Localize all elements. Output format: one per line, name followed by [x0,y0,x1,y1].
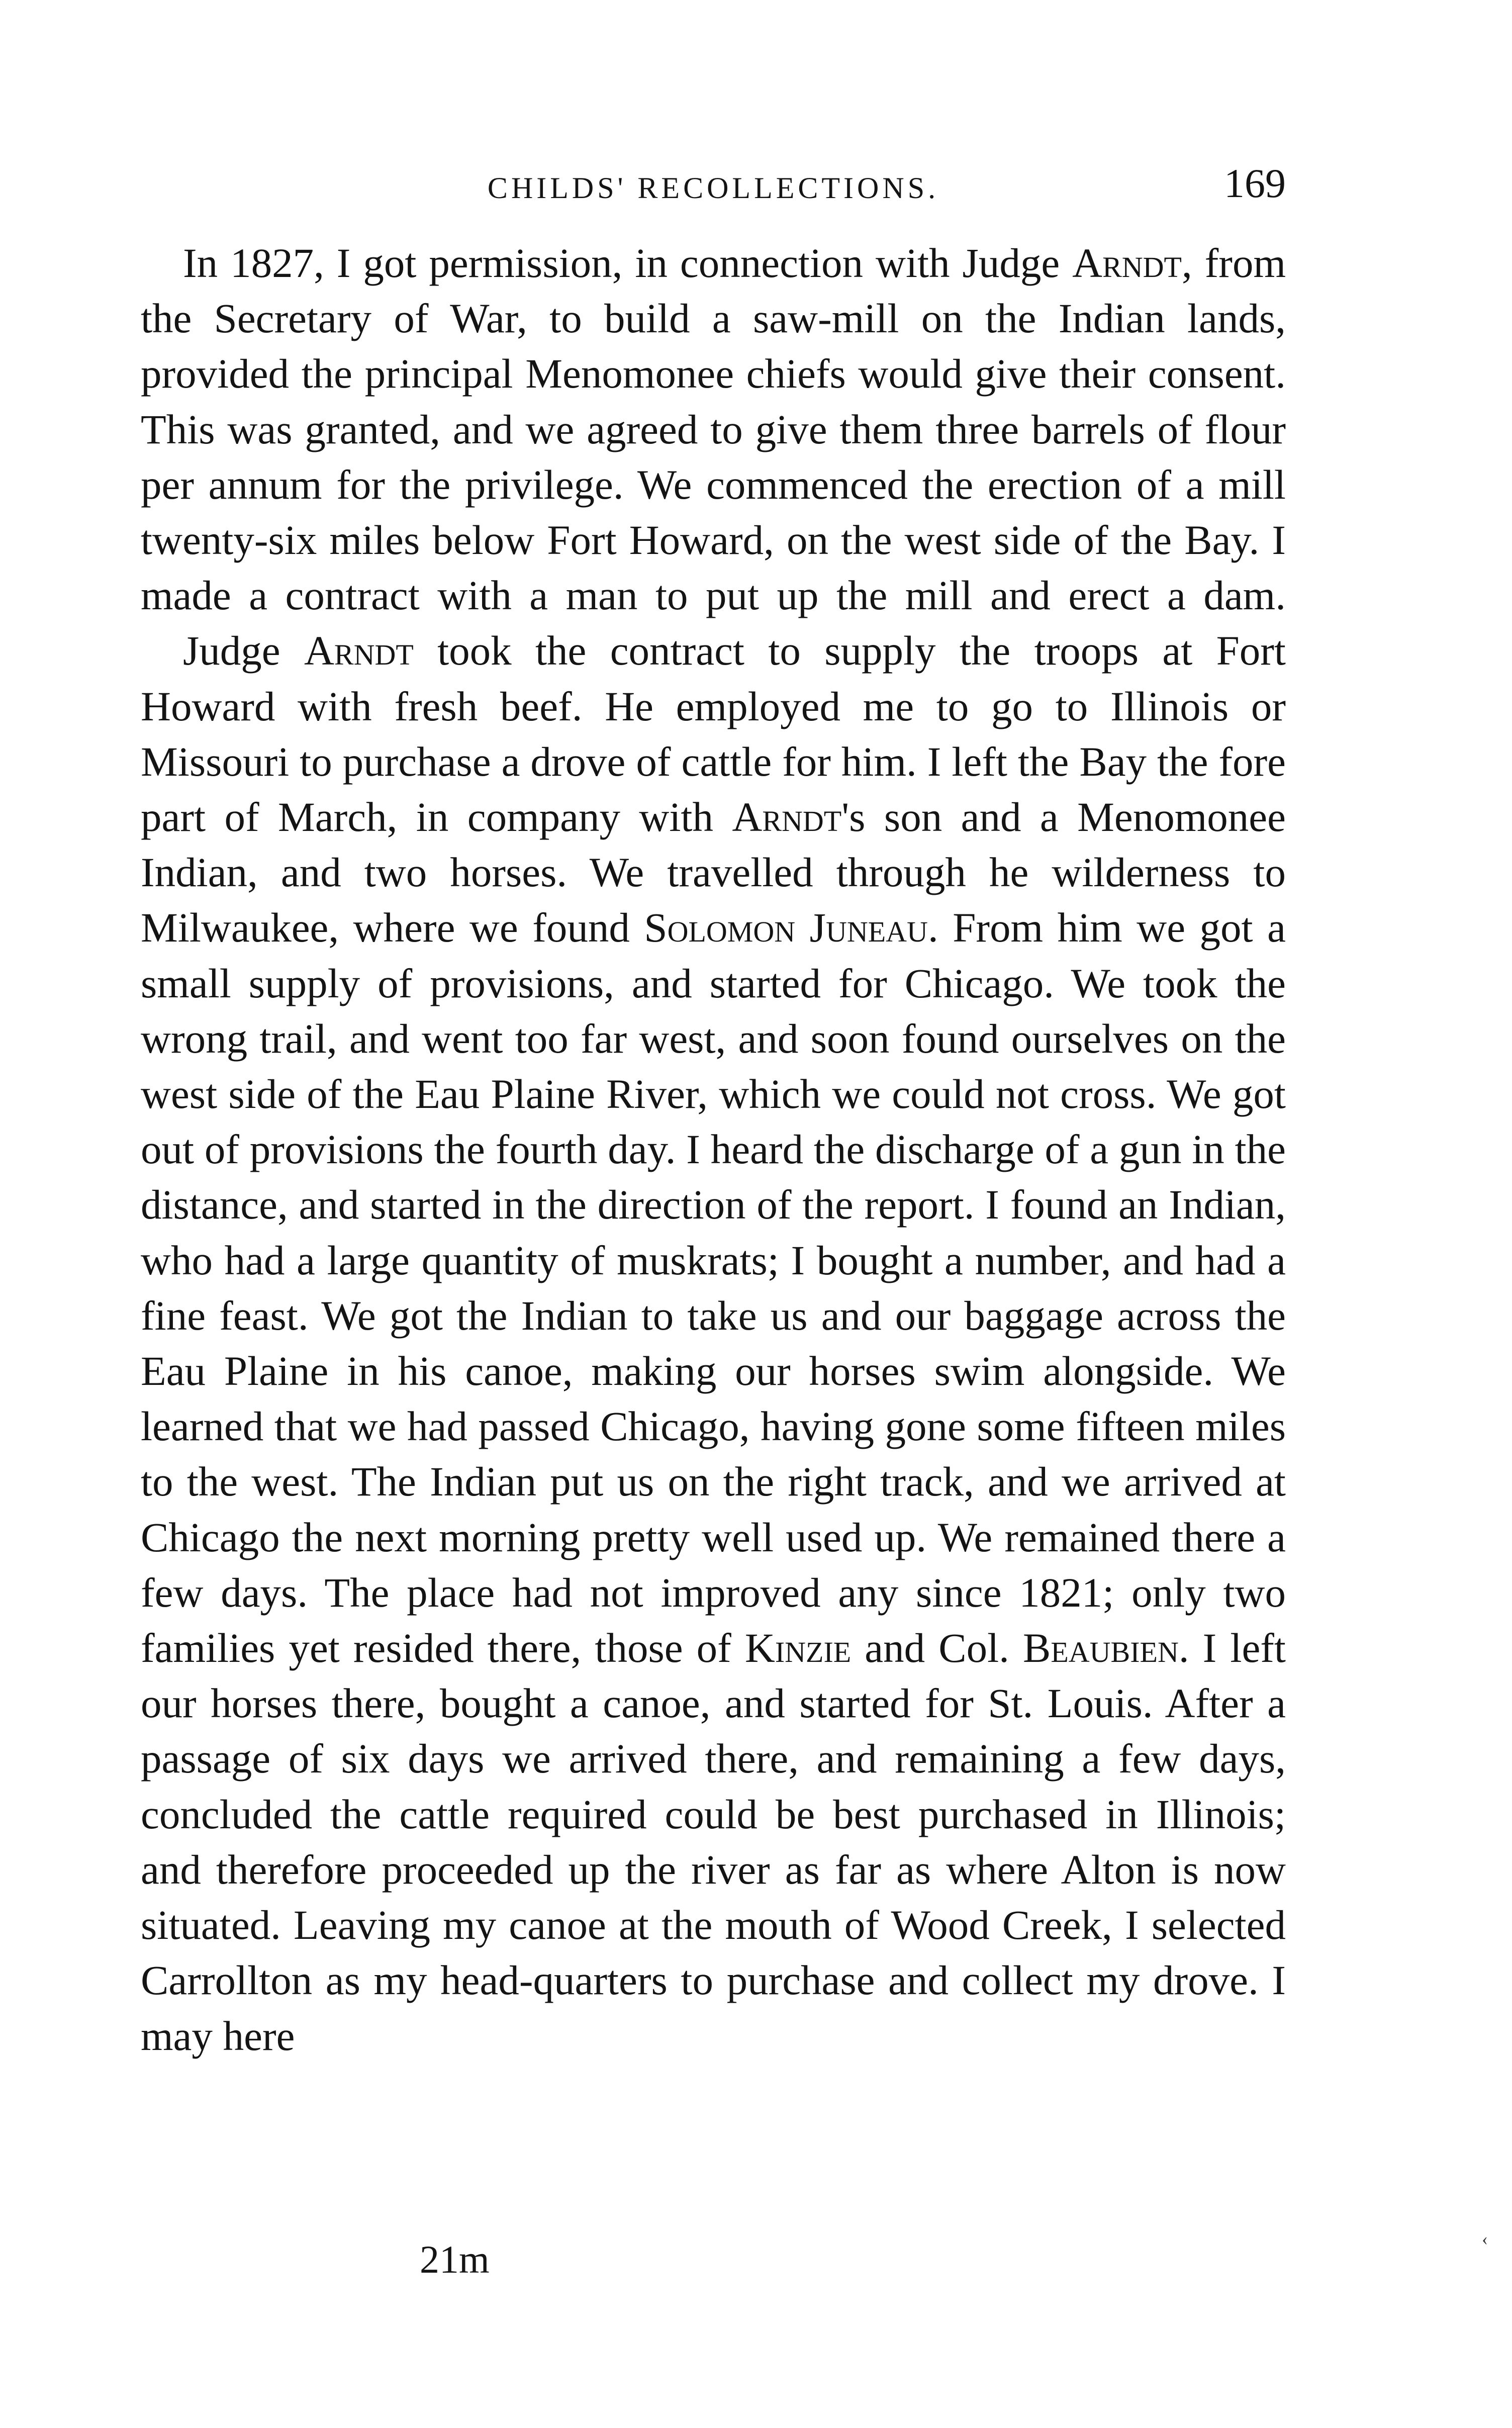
person-name-arndt: Arndt [304,627,414,674]
person-name-solomon-juneau: Solomon Juneau [644,904,928,951]
stray-mark: ‹ [1482,2229,1488,2249]
paragraph-2-text-cont: took the contract to supply the troops at Fort Howard with fresh beef. He employed me to go to Illinois or Missouri to purchase a drove of cattle for him. I left the Bay the fore part of March, in company with [141,627,1286,841]
person-name-arndt: Arndt [732,794,842,841]
person-name-kinzie: Kinzie [744,1625,852,1671]
paragraph-2-text-cont: 's son and a Menomonee Indian, and two horses. We travelled through he wilderness to Milwaukee, where we found [141,794,1286,951]
paragraph-2-text: Judge [183,627,304,674]
page-number: 169 [1224,160,1286,206]
page-header [141,160,1286,220]
paragraph-2-text-cont: . From him we got a small supply of provisions, and started for Chicago. We took the wrong trail, and went too far west, and soon found ourselves on the west side of the Eau Plaine River, which we could not cross. We got out of provisions the fourth day. I heard the discharge of a gun in the distance, and started in the direction of the report. I found an Indian, who had a large quantity of muskrats; I bought a number, and had a fine feast. We got the Indian to take us and our baggage across the Eau Plaine in his canoe, making our horses swim alongside. We learned that we had passed Chicago, having gone some fifteen miles to the west. The Indian put us on the right track, and we arrived at Chicago the next morning pretty well used up. We remained there a few days. The place had not improved any since 1821; only two families yet resided there, those of [141,904,1286,1671]
paragraph-2-text-cont: . I left our horses there, bought a canoe, and started for St. Louis. After a passage of six days we arrived there, and remaining a few days, concluded the cattle required could be best purchased in Illinois; and therefore proceeded up the river as far as where Alton is now situated. Leaving my canoe at the mouth of Wood Creek, I selected Carrollton as my head-quarters to purchase and collect my drove. I may here [141,1625,1286,2059]
body-text [141,235,1286,2064]
person-name-beaubien: Beaubien [1022,1625,1179,1671]
running-head: CHILDS' RECOLLECTIONS. [487,171,939,205]
paragraph-2 [141,623,1286,2063]
paragraph-1 [141,235,1286,623]
paragraph-1-text: In 1827, I got permission, in connection with Judge [183,240,1073,286]
paragraph-1-text-cont: , from the Secretary of War, to build a saw-mill on the Indian lands, provided the principal Menomonee chiefs would give their consent. This was granted, and we agreed to give them three barrels of flour per annum for the privilege. We commenced the erection of a mill twenty-six miles below Fort Howard, on the west side of the Bay. I made a contract with a man to put up the mill and erect a dam. [141,240,1286,619]
paragraph-2-text-cont: and Col. [851,1625,1023,1671]
signature-mark: 21m [420,2237,490,2281]
person-name-arndt: Arndt [1072,240,1182,286]
